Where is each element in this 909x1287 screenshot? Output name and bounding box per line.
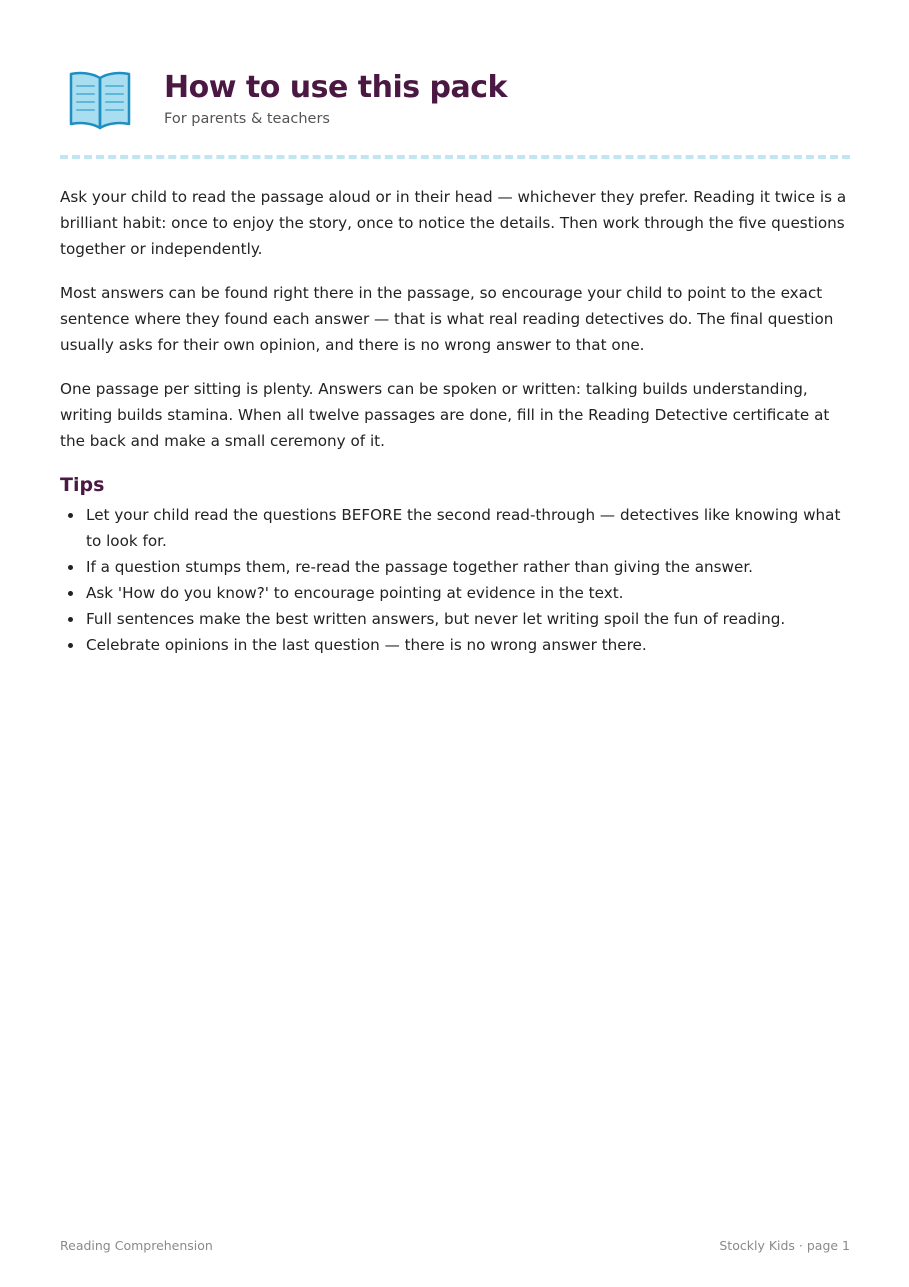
tip-item: If a question stumps them, re-read the passage together rather than giving the answer. [86,554,850,580]
footer-page-label: Stockly Kids · page 1 [719,1238,850,1253]
tips-list [60,502,850,658]
tip-item: Let your child read the questions BEFORE the second read-through — detectives like knowing what to look for. [86,502,850,554]
answers-paragraph: Most answers can be found right there in the passage, so encourage your child to point to the exact sentence where they found each answer — that is what real reading detectives do. The final question usually asks for their own opinion, and there is no wrong answer to that one. [60,284,834,354]
tips-heading: Tips [60,474,105,496]
pacing-paragraph: One passage per sitting is plenty. Answers can be spoken or written: talking builds understanding, writing builds stamina. When all twelve passages are done, fill in the Reading Detective certificate at the back and make a small ceremony of it. [60,380,830,450]
page-title: How to use this pack [164,70,508,105]
open-book-icon [68,70,132,130]
dashed-divider [60,155,850,159]
footer-series-title: Reading Comprehension [60,1238,213,1253]
tip-item: Celebrate opinions in the last question — there is no wrong answer there. [86,632,850,658]
tip-item: Ask 'How do you know?' to encourage pointing at evidence in the text. [86,580,850,606]
intro-paragraph: Ask your child to read the passage aloud or in their head — whichever they prefer. Reading it twice is a brilliant habit: once to enjoy the story, once to notice the details. Then work through the five questions together or independently. [60,188,847,258]
page [60,0,850,1287]
page-subtitle: For parents & teachers [164,111,330,127]
page-header [60,62,850,142]
tip-item: Full sentences make the best written answers, but never let writing spoil the fun of reading. [86,606,850,632]
instructions-body [60,184,850,658]
